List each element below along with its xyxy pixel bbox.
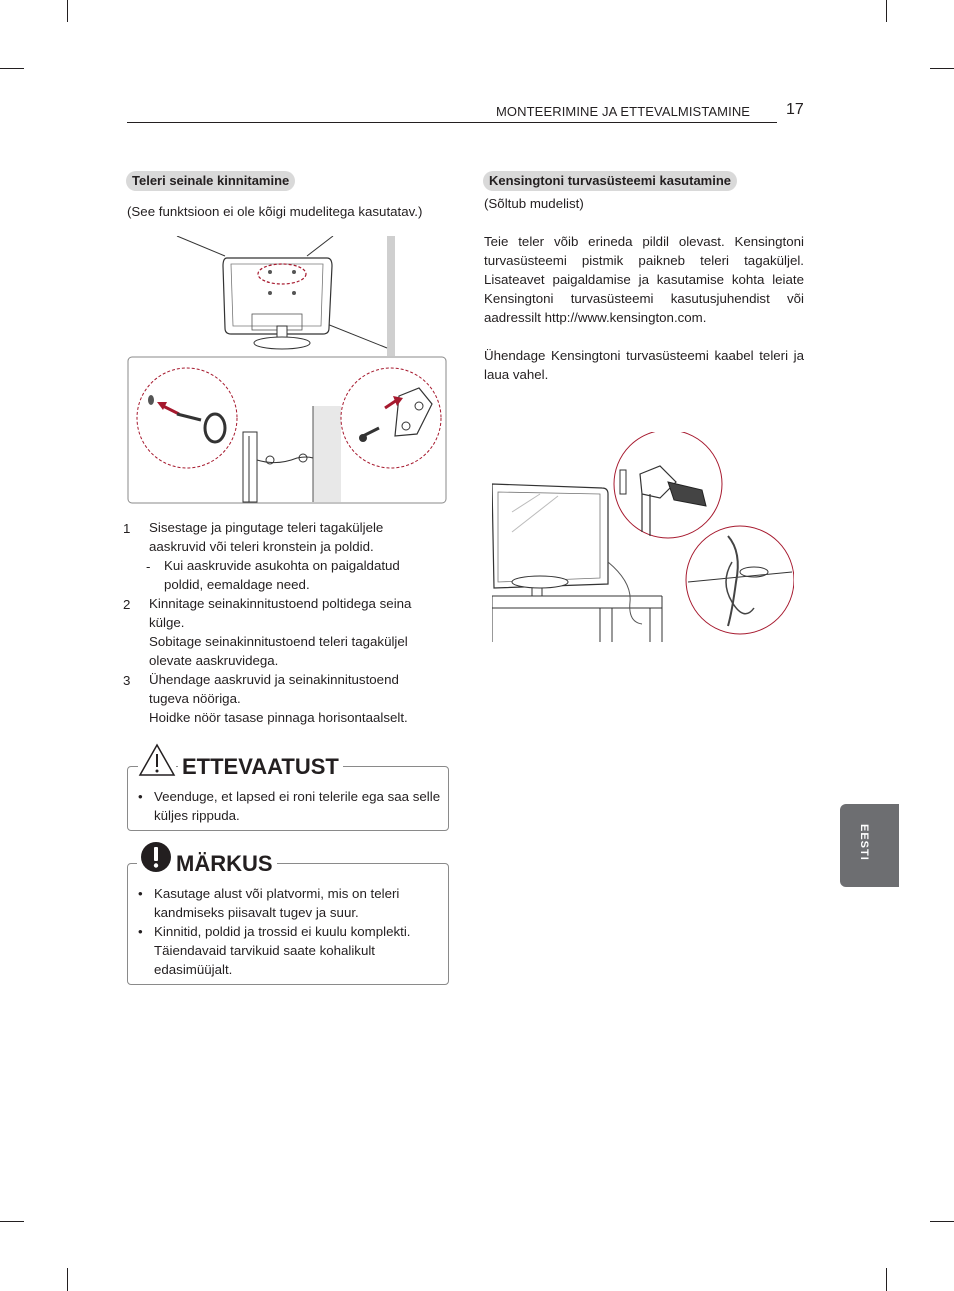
step-line: külge. xyxy=(149,615,185,630)
step-line: Kui aaskruvide asukohta on paigaldatud xyxy=(164,558,400,573)
section-title-kensington: Kensingtoni turvasüsteemi kasutamine xyxy=(483,171,737,191)
step-line: Hoidke nöör tasase pinnaga horisontaalselt. xyxy=(149,710,408,725)
crop-mark xyxy=(930,68,954,69)
step-2-text xyxy=(149,594,411,670)
step-line: tugeva nööriga. xyxy=(149,691,241,706)
model-note: (Sõltub mudelist) xyxy=(484,196,584,211)
step-1-sub-text xyxy=(164,556,400,594)
caution-title: ETTEVAATUST xyxy=(178,755,343,779)
kensington-lock-illustration xyxy=(492,432,794,644)
crop-mark xyxy=(886,1268,887,1291)
step-3-text xyxy=(149,670,408,727)
notice-title: MÄRKUS xyxy=(172,852,277,876)
language-tab-label: EESTI xyxy=(858,824,870,861)
notice-item: • Kinnitid, poldid ja trossid ei kuulu komplekti. Täiendavaid tarvikuid saate kohalikult edasimüüjalt. xyxy=(154,922,448,979)
step-number: 2 xyxy=(123,597,131,612)
warning-triangle-icon xyxy=(138,743,176,777)
kensington-paragraph-1: Teie teler võib erineda pildil olevast. Kensingtoni turvasüsteemi pistmik paikneb teleri tagaküljel. Lisateavet paigaldamise ja kasutamise kohta leiate Kensingtoni turvasüsteemi kasutusjuhendist või aadressilt http://www.kensington.com. xyxy=(484,234,804,325)
crop-mark xyxy=(0,68,24,69)
crop-mark xyxy=(886,0,887,22)
exclamation-icon xyxy=(137,840,175,874)
wall-mount-illustration xyxy=(127,236,447,504)
crop-mark xyxy=(930,1221,954,1222)
step-1-text xyxy=(149,518,383,556)
caution-item: • Veenduge, et lapsed ei roni telerile ega saa selle küljes rippuda. xyxy=(154,787,448,825)
step-line: Sobitage seinakinnitustoend teleri tagaküljel xyxy=(149,634,408,649)
crop-mark xyxy=(67,0,68,22)
crop-mark xyxy=(67,1268,68,1291)
crop-mark xyxy=(0,1221,24,1222)
step-number: 3 xyxy=(123,673,131,688)
step-line: Ühendage aaskruvid ja seinakinnitustoend xyxy=(149,672,399,687)
step-number: 1 xyxy=(123,521,131,536)
header-rule xyxy=(127,122,777,123)
page-number: 17 xyxy=(786,101,804,118)
language-tab[interactable] xyxy=(840,804,899,887)
section-title-wall-mount: Teleri seinale kinnitamine xyxy=(126,171,295,191)
step-line: aaskruvid või teleri kronstein ja poldid. xyxy=(149,539,374,554)
step-line: olevate aaskruvidega. xyxy=(149,653,279,668)
step-dash: - xyxy=(146,559,151,574)
section-header: MONTEERIMINE JA ETTEVALMISTAMINE xyxy=(496,104,751,119)
step-line: Sisestage ja pingutage teleri tagaküljele xyxy=(149,520,384,535)
availability-note: (See funktsioon ei ole kõigi mudelitega kasutatav.) xyxy=(127,204,423,219)
notice-item: • Kasutage alust või platvormi, mis on teleri kandmiseks piisavalt tugev ja suur. xyxy=(154,884,448,922)
notice-box xyxy=(127,863,449,985)
step-line: poldid, eemaldage need. xyxy=(164,577,310,592)
kensington-paragraph-2: Ühendage Kensingtoni turvasüsteemi kaabel teleri ja laua vahel. xyxy=(484,348,804,382)
step-line: Kinnitage seinakinnitustoend poltidega seina xyxy=(149,596,412,611)
